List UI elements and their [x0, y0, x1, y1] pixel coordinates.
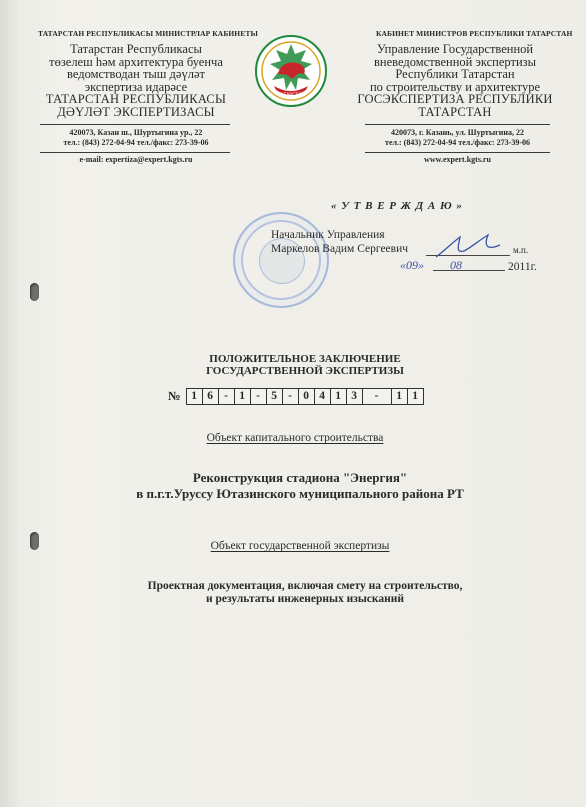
left-top-caption: ТАТАРСТАН РЕСПУБЛИКАСЫ МИНИСТРЛАР КАБИНЕТЫ [38, 29, 258, 38]
left-phone: тел.: (843) 272-04-94 тел./факс: 273-39-06 [63, 138, 209, 147]
header-rule [40, 124, 230, 125]
approval-position: Начальник Управления [271, 229, 385, 241]
right-header-block [355, 43, 555, 118]
number-digit-box: - [282, 388, 299, 405]
left-header-line: төзелеш һәм архитектура буенча [49, 54, 223, 69]
number-digit-box: 5 [266, 388, 283, 405]
left-header-org: ТАТАРСТАН РЕСПУБЛИКАСЫ [45, 92, 227, 106]
number-digit-box: 1 [407, 388, 424, 405]
date-year: 2011г. [508, 261, 537, 273]
number-digit-box: - [250, 388, 267, 405]
punch-hole [30, 283, 39, 301]
number-digit-box: 1 [391, 388, 408, 405]
header-rule [40, 152, 230, 153]
right-website[interactable]: www.expert.kgts.ru [424, 155, 491, 164]
date-month: 08 [450, 258, 462, 272]
number-digit-box: 0 [298, 388, 315, 405]
official-stamp [233, 212, 329, 308]
number-digit-box: 3 [346, 388, 363, 405]
right-top-caption: КАБИНЕТ МИНИСТРОВ РЕСПУБЛИКИ ТАТАРСТАН [376, 29, 573, 38]
right-address-block [355, 128, 560, 148]
number-digit-box: 4 [314, 388, 331, 405]
expertise-description-line: и результаты инженерных изысканий [206, 593, 404, 605]
number-digit-box: 1 [186, 388, 203, 405]
punch-hole [30, 532, 39, 550]
left-header-block [36, 43, 236, 118]
expertise-description-line: Проектная документация, включая смету на строительство, [147, 580, 463, 592]
conclusion-title-line: ГОСУДАРСТВЕННОЙ ЭКСПЕРТИЗЫ [206, 365, 404, 377]
emblem-text: ТАТАРСТАН [277, 93, 305, 98]
number-sign: № [168, 388, 181, 403]
signature-icon [430, 233, 510, 263]
left-address: 420073, Казан ш., Шуртыгина ур., 22 [69, 128, 203, 137]
object-name-line: в п.г.т.Уруссу Ютазинского муниципального района РТ [136, 486, 464, 501]
mp-label: м.п. [513, 245, 529, 255]
tatarstan-emblem-icon [254, 34, 328, 108]
right-header-org: ГОСЭКСПЕРТИЗА РЕСПУБЛИКИ [357, 92, 553, 106]
right-header-line: по строительству и архитектуре [369, 79, 541, 94]
date-line [433, 270, 505, 271]
right-header-org: ТАТАРСТАН [418, 104, 492, 119]
object-name-line: Реконструкция стадиона "Энергия" [192, 470, 408, 485]
object-name [80, 470, 520, 502]
right-header-line: Управление Государственной [376, 42, 534, 56]
conclusion-number [168, 387, 424, 405]
approval-name: Маркелов Вадим Сергеевич [271, 243, 409, 255]
approval-title: « У Т В Е Р Ж Д А Ю » [331, 200, 463, 212]
header-rule [365, 152, 550, 153]
left-header-line: ведомстводан тыш дәүләт [67, 67, 205, 81]
right-address: 420073, г. Казань, ул. Шуртыгина, 22 [391, 128, 524, 137]
conclusion-title-line: ПОЛОЖИТЕЛЬНОЕ ЗАКЛЮЧЕНИЕ [209, 353, 401, 365]
left-header-line: экспертиза идарәсе [84, 79, 188, 94]
right-header-line: вневедомственной экспертизы [374, 54, 536, 69]
right-phone: тел.: (843) 272-04-94 тел./факс: 273-39-06 [385, 138, 530, 147]
header-rule [365, 124, 550, 125]
left-header-line: Татарстан Республикасы [70, 42, 202, 56]
number-digit-box: 6 [202, 388, 219, 405]
object-label: Объект капитального строительства [206, 432, 384, 444]
number-digit-box: - [218, 388, 235, 405]
left-email[interactable]: e-mail: expertiza@expert.kgts.ru [79, 155, 193, 164]
right-header-line: Республики Татарстан [395, 67, 515, 81]
expertise-description [100, 580, 510, 606]
conclusion-title [170, 353, 440, 377]
number-digit-box: - [362, 388, 392, 405]
expertise-label: Объект государственной экспертизы [210, 540, 390, 552]
left-header-org: ДӘҮЛӘТ ЭКСПЕРТИЗАСЫ [57, 104, 215, 119]
date-day: «09» [400, 258, 424, 272]
number-digit-box: 1 [330, 388, 347, 405]
number-digit-box: 1 [234, 388, 251, 405]
left-address-block [36, 128, 236, 148]
